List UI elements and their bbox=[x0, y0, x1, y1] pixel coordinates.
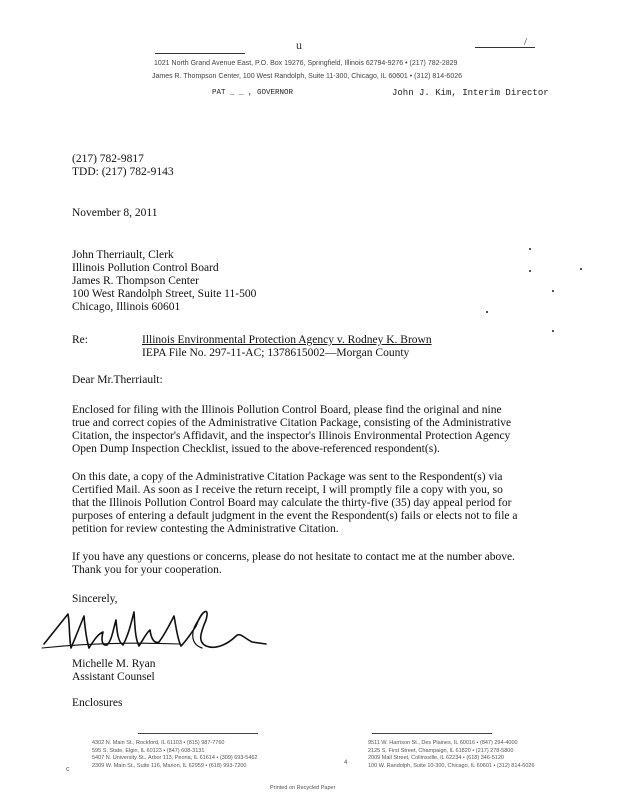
footer-office: 2009 Mall Street, Collinsville, IL 62234 • (618) 346-5120 bbox=[368, 755, 504, 761]
signer-title: Assistant Counsel bbox=[72, 671, 155, 683]
signature-image bbox=[40, 598, 270, 662]
footer-office: 9511 W. Harrison St., Des Plaines, IL 60016 • (847) 294-4000 bbox=[368, 740, 518, 746]
re-case: Illinois Environmental Protection Agency v. Rodney K. Brown bbox=[142, 334, 432, 346]
footer-page-mark: 4 bbox=[344, 760, 348, 766]
footer-office: 100 W. Randolph, Suite 10-300, Chicago, IL 60601 • (312) 814-6026 bbox=[368, 762, 535, 769]
contact-tdd: TDD: (217) 782-9143 bbox=[72, 166, 174, 178]
footer-offices-left bbox=[92, 740, 258, 770]
recipient-line: Illinois Pollution Control Board bbox=[72, 262, 219, 274]
footer-recycled-note: Printed on Recycled Paper bbox=[270, 785, 336, 791]
footer-page-mark: c bbox=[66, 766, 70, 773]
re-file: IEPA File No. 297-11-AC; 1378615002—Morgan County bbox=[142, 347, 410, 359]
letterhead-governor: PAT _ _ , GOVERNOR bbox=[212, 89, 294, 97]
scan-speck bbox=[529, 248, 531, 250]
recipient-line: 100 West Randolph Street, Suite 11-500 bbox=[72, 288, 257, 300]
letterhead-mark: / bbox=[524, 36, 528, 48]
salutation: Dear Mr.Therriault: bbox=[72, 374, 163, 386]
paragraph-line: Enclosed for filing with the Illinois Pollution Control Board, please find the original and nine bbox=[72, 404, 502, 416]
body-paragraph-1 bbox=[72, 404, 572, 456]
body-paragraph-3 bbox=[72, 551, 572, 577]
paragraph-line: On this date, a copy of the Administrative Citation Package was sent to the Respondent(s) via bbox=[72, 471, 503, 483]
letterhead-address-2: James R. Thompson Center, 100 West Randolph, Suite 11-300, Chicago, IL 60601 • (312) 814-6026 bbox=[152, 73, 462, 80]
body-paragraph-2 bbox=[72, 471, 572, 536]
letter-date: November 8, 2011 bbox=[72, 207, 158, 219]
letterhead-mark: u bbox=[296, 38, 302, 52]
scan-speck bbox=[529, 270, 531, 272]
letterhead-address-1: 1021 North Grand Avenue East, P.O. Box 19276, Springfield, Illinois 62794-9276 • (217) 782-2829 bbox=[154, 60, 458, 67]
signer-name: Michelle M. Ryan bbox=[72, 658, 156, 670]
paragraph-line: Thank you for your cooperation. bbox=[72, 564, 222, 576]
recipient-line: Chicago, Illinois 60601 bbox=[72, 301, 181, 313]
scan-speck bbox=[580, 268, 582, 270]
contact-phone: (217) 782-9817 bbox=[72, 153, 144, 165]
paragraph-line: that the Illinois Pollution Control Board may calculate the thirty-five (35) day appeal period for bbox=[72, 497, 512, 509]
footer-office: 5407 N. University St., Arbor 113, Peoria, IL 61614 • (309) 693-5462 bbox=[92, 755, 258, 761]
paragraph-line: Citation, the inspector's Affidavit, and the inspector's Illinois Environmental Protection Agency bbox=[72, 430, 511, 442]
scan-speck bbox=[552, 330, 554, 332]
paragraph-line: If you have any questions or concerns, please do not hesitate to contact me at the number above. bbox=[72, 551, 515, 563]
enclosures-note: Enclosures bbox=[72, 697, 123, 709]
footer-office: 4302 N. Main St., Rockford, IL 61103 • (815) 987-7760 bbox=[92, 740, 225, 746]
paragraph-line: true and correct copies of the Administrative Citation Package, consisting of the Administrative bbox=[72, 417, 512, 429]
recipient-block bbox=[72, 249, 256, 314]
footer-office: 2125 S. First Street, Champaign, IL 61820 • (217) 278-5800 bbox=[368, 747, 514, 754]
paragraph-line: petition for review contesting the Administrative Citation. bbox=[72, 523, 339, 535]
scan-speck bbox=[552, 290, 554, 292]
footer-rule-right bbox=[372, 733, 492, 734]
footer-offices-right bbox=[368, 740, 535, 770]
paragraph-line: Open Dump Inspection Checklist, issued to the above-referenced respondent(s). bbox=[72, 443, 440, 455]
paragraph-line: purposes of entering a default judgment in the event the Respondent(s) fails or elects not to file a bbox=[72, 510, 518, 522]
scan-speck bbox=[486, 311, 488, 313]
recipient-line: John Therriault, Clerk bbox=[72, 249, 174, 261]
paragraph-line: Certified Mail. As soon as I receive the return receipt, I will promptly file a copy with you, so bbox=[72, 484, 503, 496]
re-label: Re: bbox=[72, 334, 88, 346]
footer-office: 595 S. State, Elgin, IL 60123 • (847) 608-3131 bbox=[92, 747, 205, 754]
footer-office: 2309 W. Main St., Suite 116, Marion, IL 62959 • (618) 993-7200 bbox=[92, 762, 247, 769]
recipient-line: James R. Thompson Center bbox=[72, 275, 199, 287]
footer-rule-left bbox=[138, 733, 258, 734]
closing: Sincerely, bbox=[72, 593, 118, 605]
letterhead-director: John J. Kim, Interim Director bbox=[392, 88, 549, 98]
